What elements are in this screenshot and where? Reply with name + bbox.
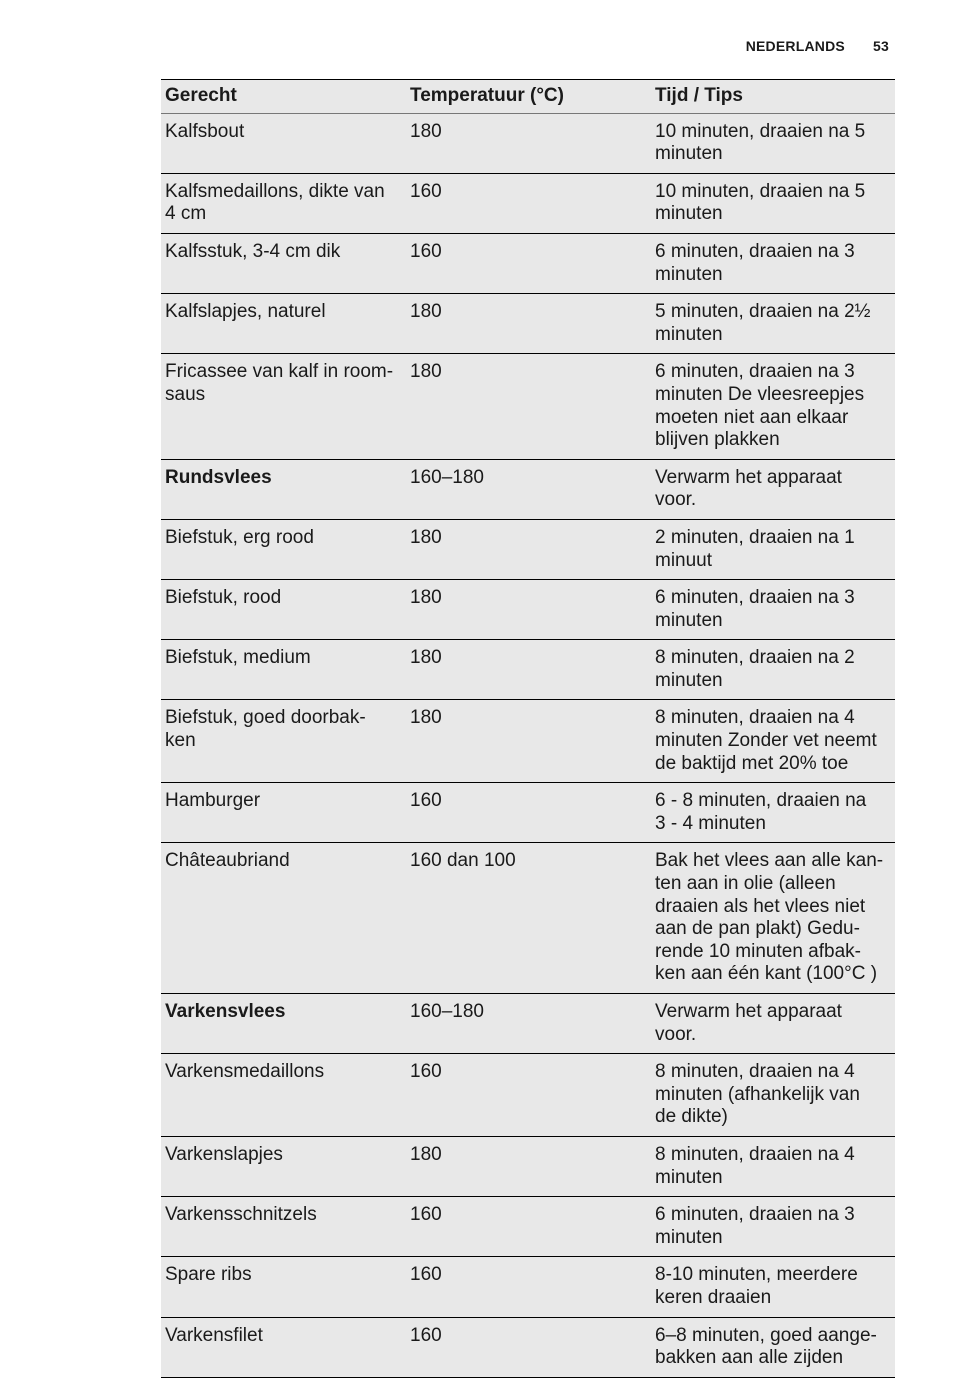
time-tips-cell: 6 minuten, draaien na 3 minuten De vleesreepjes moeten niet aan elkaar blijven plakken <box>655 361 865 451</box>
column-header-dish: Gerecht <box>165 85 237 106</box>
cooking-table <box>161 79 895 1378</box>
time-tips-cell: 8 minuten, draaien na 4 minuten (afhankelijk van de dikte) <box>655 1061 860 1128</box>
temperature-cell: 180 <box>410 120 442 142</box>
table-row <box>161 1197 895 1257</box>
dish-cell: Biefstuk, erg rood <box>165 526 314 548</box>
dish-cell: Châteaubriand <box>165 850 290 872</box>
temperature-cell: 180 <box>410 1143 442 1165</box>
table-row <box>161 1137 895 1197</box>
column-header-time-tips: Tijd / Tips <box>655 85 743 106</box>
temperature-cell: 180 <box>410 361 442 383</box>
time-tips-cell: 8 minuten, draaien na 4 minuten <box>655 1143 855 1188</box>
dish-cell: Varkensmedaillons <box>165 1061 325 1083</box>
dish-cell: Biefstuk, rood <box>165 587 282 609</box>
table-row <box>161 174 895 234</box>
table-row <box>161 640 895 700</box>
table-row <box>161 354 895 459</box>
table-row <box>161 234 895 294</box>
dish-cell: Rundsvlees <box>165 466 272 488</box>
time-tips-cell: 10 minuten, draaien na 5 minuten <box>655 120 866 165</box>
table-body <box>161 114 895 1378</box>
table-category-row <box>161 460 895 520</box>
time-tips-cell: 6 - 8 minuten, draaien na 3 - 4 minuten <box>655 790 867 834</box>
table-row <box>161 294 895 354</box>
temperature-cell: 160 <box>410 180 442 202</box>
column-header-temperature: Temperatuur (°C) <box>410 85 564 106</box>
time-tips-cell: Verwarm het apparaat voor. <box>655 466 842 511</box>
table-row <box>161 1257 895 1317</box>
dish-cell: Spare ribs <box>165 1264 252 1286</box>
temperature-cell: 160–180 <box>410 1001 484 1022</box>
time-tips-cell: 2 minuten, draaien na 1 minuut <box>655 526 855 571</box>
section-title: NEDERLANDS <box>745 38 845 54</box>
time-tips-cell: 6 minuten, draaien na 3 minuten <box>655 240 855 285</box>
temperature-cell: 180 <box>410 647 442 669</box>
dish-cell: Biefstuk, goed doorbak- ken <box>165 707 366 752</box>
temperature-cell: 160 <box>410 1204 442 1226</box>
temperature-cell: 160 dan 100 <box>410 850 516 872</box>
time-tips-cell: 8-10 minuten, meerdere keren draaien <box>655 1264 858 1308</box>
dish-cell: Fricassee van kalf in room- saus <box>165 361 394 405</box>
dish-cell: Hamburger <box>165 790 261 812</box>
temperature-cell: 180 <box>410 526 442 548</box>
table-category-row <box>161 994 895 1054</box>
table-row <box>161 520 895 580</box>
temperature-cell: 160 <box>410 1324 442 1346</box>
time-tips-cell: 6 minuten, draaien na 3 minuten <box>655 587 855 631</box>
page-header <box>746 38 889 54</box>
dish-cell: Kalfsstuk, 3-4 cm dik <box>165 240 341 262</box>
dish-cell: Varkensschnitzels <box>165 1204 317 1226</box>
time-tips-cell: 10 minuten, draaien na 5 minuten <box>655 180 866 225</box>
dish-cell: Biefstuk, medium <box>165 647 311 669</box>
temperature-cell: 180 <box>410 707 442 729</box>
table-row <box>161 580 895 640</box>
time-tips-cell: 6 minuten, draaien na 3 minuten <box>655 1204 855 1248</box>
table-row <box>161 1318 895 1378</box>
time-tips-cell: 6–8 minuten, goed aange- bakken aan alle zijden <box>655 1324 877 1369</box>
table-row <box>161 843 895 994</box>
temperature-cell: 180 <box>410 587 442 609</box>
dish-cell: Varkensfilet <box>165 1324 263 1346</box>
dish-cell: Varkenslapjes <box>165 1143 283 1165</box>
table-row <box>161 783 895 843</box>
dish-cell: Varkensvlees <box>165 1001 286 1022</box>
time-tips-cell: 8 minuten, draaien na 4 minuten Zonder vet neemt de baktijd met 20% toe <box>655 707 877 774</box>
table-row <box>161 700 895 783</box>
temperature-cell: 160 <box>410 1061 442 1083</box>
dish-cell: Kalfslapjes, naturel <box>165 301 326 323</box>
table-row <box>161 114 895 174</box>
temperature-cell: 160–180 <box>410 466 484 488</box>
dish-cell: Kalfsmedaillons, dikte van 4 cm <box>165 180 385 225</box>
dish-cell: Kalfsbout <box>165 120 245 142</box>
page-number: 53 <box>873 38 889 54</box>
temperature-cell: 160 <box>410 240 442 262</box>
table-row <box>161 1054 895 1137</box>
temperature-cell: 180 <box>410 301 442 323</box>
temperature-cell: 160 <box>410 790 442 812</box>
time-tips-cell: 5 minuten, draaien na 2½ minuten <box>655 301 871 345</box>
table-header-row <box>161 80 895 114</box>
time-tips-cell: 8 minuten, draaien na 2 minuten <box>655 647 855 691</box>
time-tips-cell: Bak het vlees aan alle kan- ten aan in olie (alleen draaien als het vlees niet aan de pan plakt) Gedu- rende 10 minuten afbak- ken aan één kant (100°C ) <box>655 850 884 985</box>
time-tips-cell: Verwarm het apparaat voor. <box>655 1001 842 1045</box>
temperature-cell: 160 <box>410 1264 442 1286</box>
